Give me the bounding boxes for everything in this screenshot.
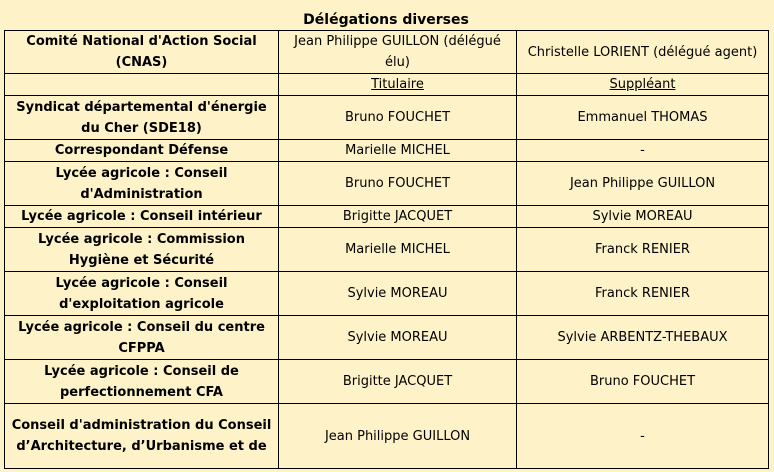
organisation-cell: Lycée agricole : Conseil de perfectionnement CFA [5,360,279,404]
table-title: Délégations diverses [303,12,469,28]
table-row-cnas [5,31,769,74]
delegations-table [4,30,769,469]
suppleant-cell: Jean Philippe GUILLON [517,162,769,206]
table-row [5,272,769,316]
header-titulaire: Titulaire [279,74,517,96]
organisation-cell: Syndicat départemental d'énergie du Cher (SDE18) [5,96,279,140]
table-row [5,206,769,228]
header-empty-cell [5,74,279,96]
suppleant-cell: - [517,140,769,162]
table-row [5,162,769,206]
organisation-cell: Lycée agricole : Commission Hygiène et Sécurité [5,228,279,272]
suppleant-cell: Bruno FOUCHET [517,360,769,404]
suppleant-cell: Franck RENIER [517,272,769,316]
suppleant-cell: Sylvie MOREAU [517,206,769,228]
titulaire-cell: Marielle MICHEL [279,140,517,162]
titulaire-cell: Brigitte JACQUET [279,360,517,404]
organisation-cell: Lycée agricole : Conseil du centre CFPPA [5,316,279,360]
table-row [5,404,769,469]
titulaire-cell: Sylvie MOREAU [279,272,517,316]
table-row [5,140,769,162]
cnas-agent-cell: Christelle LORIENT (délégué agent) [517,31,769,74]
titulaire-cell: Brigitte JACQUET [279,206,517,228]
titulaire-cell: Sylvie MOREAU [279,316,517,360]
table-header-row [5,74,769,96]
titulaire-cell: Bruno FOUCHET [279,96,517,140]
organisation-cell: Correspondant Défense [5,140,279,162]
titulaire-cell: Marielle MICHEL [279,228,517,272]
organisation-cell: Conseil d'administration du Conseil d’Architecture, d’Urbanisme et de [5,404,279,469]
organisation-cell: Lycée agricole : Conseil intérieur [5,206,279,228]
titulaire-cell: Bruno FOUCHET [279,162,517,206]
table-row [5,316,769,360]
suppleant-cell: - [517,404,769,469]
cnas-organisation-cell: Comité National d'Action Social (CNAS) [5,31,279,74]
titulaire-cell: Jean Philippe GUILLON [279,404,517,469]
header-suppleant: Suppléant [517,74,769,96]
organisation-cell: Lycée agricole : Conseil d'exploitation agricole [5,272,279,316]
cnas-elu-cell: Jean Philippe GUILLON (délégué élu) [279,31,517,74]
suppleant-cell: Franck RENIER [517,228,769,272]
table-row [5,360,769,404]
organisation-cell: Lycée agricole : Conseil d'Administration [5,162,279,206]
table-row [5,228,769,272]
suppleant-cell: Sylvie ARBENTZ-THEBAUX [517,316,769,360]
suppleant-cell: Emmanuel THOMAS [517,96,769,140]
table-row [5,96,769,140]
